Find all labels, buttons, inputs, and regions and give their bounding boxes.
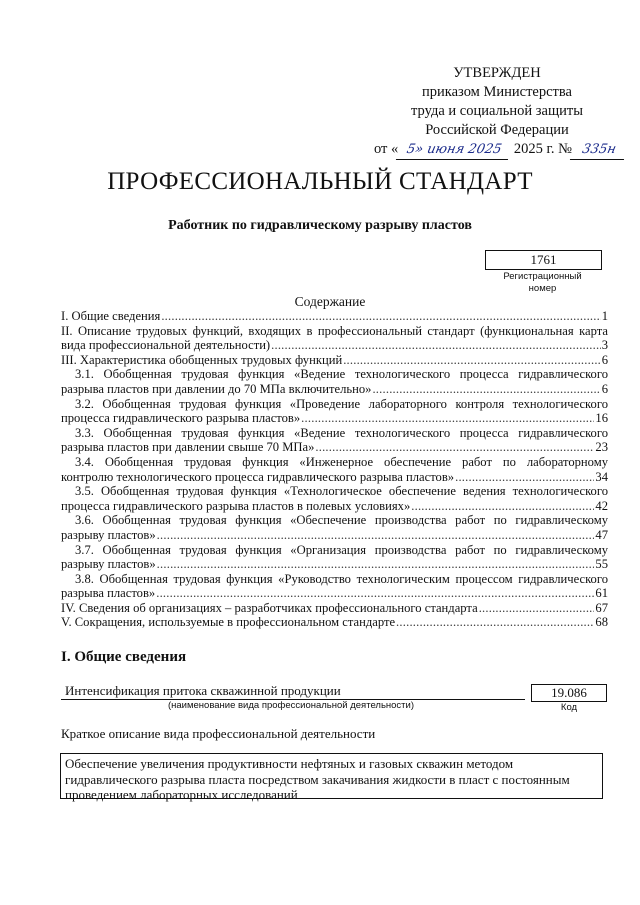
approval-heading: УТВЕРЖДЕН [453,65,541,81]
toc-item-text: вида профессиональной деятельности) [61,338,271,353]
brief-description-label: Краткое описание вида профессиональной деятельности [61,726,376,741]
activity-code-caption: Код [560,702,578,713]
registration-number-label [485,271,600,295]
toc-item-text-first: 3.1. Обобщенная трудовая функция «Ведение технологического процесса гидравлического [75,367,608,382]
toc-item-page: 61 [595,586,608,601]
activity-kind-caption: (наименование вида профессиональной деятельности) [167,700,415,711]
toc-item-page: 47 [595,527,608,542]
order-line [374,140,622,160]
toc-item-page: 23 [595,440,608,455]
toc-item-page: 6 [601,381,608,396]
toc-item-page: 68 [595,615,608,630]
toc-item-page: 55 [595,557,608,572]
document-subtitle: Работник по гидравлическому разрыву пластов [168,218,472,233]
toc-item-3-2[interactable] [61,397,608,426]
toc-item-text-first: 3.2. Обобщенная трудовая функция «Проведение лабораторного контроля технологического [75,396,608,411]
toc-item-page: 3 [601,338,608,353]
toc-item-section-5[interactable] [61,615,608,630]
toc-item-text: разрыву пластов» [61,527,156,542]
toc-item-page: 34 [595,469,608,484]
toc-item-section-4[interactable] [61,601,608,616]
toc-item-3-5[interactable] [61,484,608,513]
toc-item-text: III. Характеристика обобщенных трудовых функций [61,352,343,367]
document-title: ПРОФЕССИОНАЛЬНЫЙ СТАНДАРТ [107,168,533,195]
toc-item-text-first: 3.8. Обобщенная трудовая функция «Руководство технологическим процессом гидравлического [75,571,608,586]
registration-label-line-2: номер [528,283,557,294]
toc-item-3-7[interactable] [61,543,608,572]
toc-item-text-first: 3.5. Обобщенная трудовая функция «Технологическое обеспечение ведения технологического [75,484,608,499]
approval-line-2: труда и социальной защиты [411,103,583,119]
toc-item-text: разрыва пластов при давлении свыше 70 МПа» [61,440,315,455]
section-1-title: I. Общие сведения [61,649,187,665]
handwritten-date: 5» июня 2025 [396,140,512,160]
toc-item-3-4[interactable] [61,455,608,484]
toc-item-3-1[interactable] [61,367,608,396]
toc-item-page: 67 [595,600,608,615]
approval-line-1: приказом Министерства [422,84,572,100]
toc-item-text: разрыва пластов» [61,586,156,601]
toc-item-text-first: 3.7. Обобщенная трудовая функция «Организация производства работ по гидравлическому [75,542,608,557]
order-prefix: от « [374,141,399,157]
registration-number-box: 1761 [485,250,602,270]
toc-item-text-first: 3.6. Обобщенная трудовая функция «Обеспечение производства работ по гидравлическому [75,513,608,528]
toc-item-page: 16 [595,411,608,426]
toc-item-text-first: 3.4. Обобщенная трудовая функция «Инженерное обеспечение работ по лабораторному [75,454,608,469]
handwritten-order-number: 335н [570,140,628,160]
toc-item-page: 42 [595,498,608,513]
toc-item-section-1[interactable] [61,309,608,324]
approval-block [372,64,622,160]
toc-item-3-8[interactable] [61,572,608,601]
toc-item-text: IV. Сведения об организациях – разработчиках профессионального стандарта [61,600,478,615]
toc-item-3-6[interactable] [61,513,608,542]
contents-title: Содержание [294,294,366,309]
brief-description-box: Обеспечение увеличения продуктивности нефтяных и газовых скважин методом гидравлического разрыва пласта посредством закачивания жидкости в пласт с постоянным проведением лабораторных исследований [60,753,603,799]
toc-item-page: 6 [601,352,608,367]
registration-label-line-1: Регистрационный [503,271,582,282]
activity-kind-field: Интенсификация притока скважинной продукции [61,683,525,700]
toc-item-text: V. Сокращения, используемые в профессиональном стандарте [61,615,396,630]
toc-item-text: процесса гидравлического разрыва пластов в полевых условиях» [61,498,411,513]
toc-item-text: I. Общие сведения [61,309,161,323]
toc-item-text: разрыва пластов при давлении до 70 МПа включительно» [61,381,372,396]
toc-item-text: контролю технологического процесса гидравлического разрыва пластов» [61,469,455,484]
toc-item-section-3[interactable] [61,353,608,368]
toc-item-text: процесса гидравлического разрыва пластов» [61,411,301,426]
toc-item-section-2[interactable] [61,324,608,353]
toc-item-text: разрыву пластов» [61,557,156,572]
toc-item-text-first: II. Описание трудовых функций, входящих в профессиональный стандарт (функциональная карта [61,323,608,338]
table-of-contents [61,309,608,630]
activity-code-box: 19.086 [531,684,607,702]
toc-item-text-first: 3.3. Обобщенная трудовая функция «Ведение технологического процесса гидравлического [75,425,608,440]
approval-line-3: Российской Федерации [425,122,569,138]
toc-item-page: 1 [601,309,608,323]
order-year: 2025 г. № [510,141,572,157]
toc-item-3-3[interactable] [61,426,608,455]
